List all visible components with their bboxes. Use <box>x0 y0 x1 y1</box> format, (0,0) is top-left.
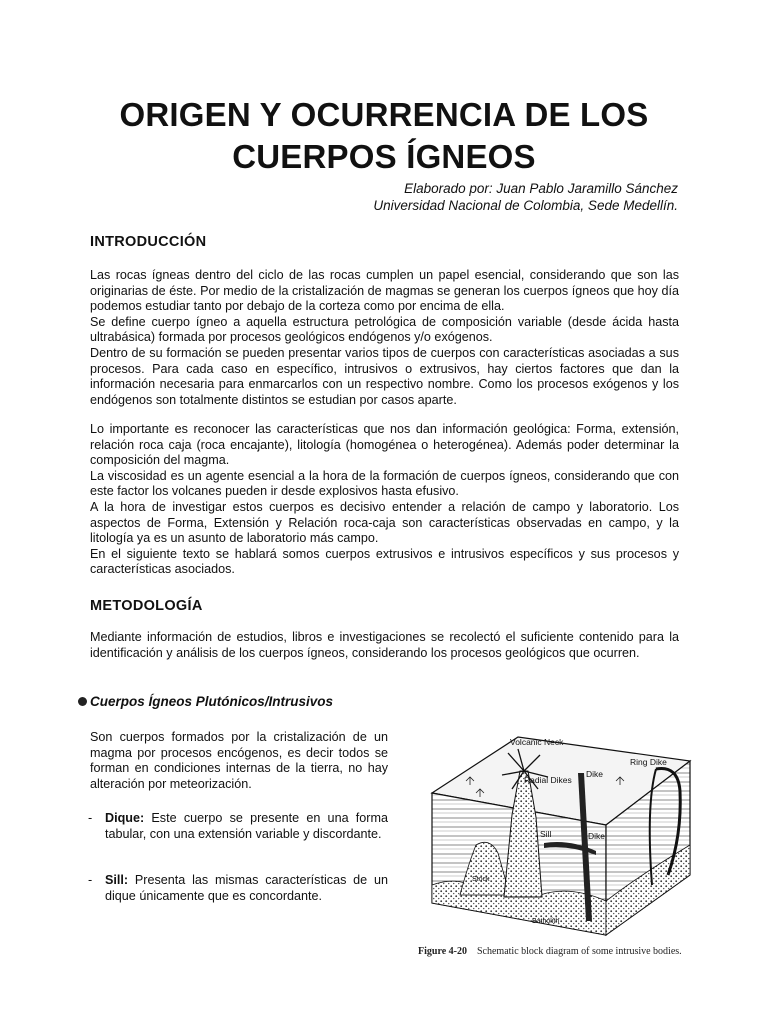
intro-paragraph: Lo importante es reconocer las características que nos dan información geológica: Forma, extensión, relación roca caja (roca encajante), litología (homogénea o heterogénea). Además poder determinar la composición del magma. <box>90 422 679 468</box>
list-dash: - <box>88 811 93 825</box>
intro-block-1 <box>90 268 679 408</box>
affiliation: Universidad Nacional de Colombia, Sede Medellín. <box>373 198 678 213</box>
intro-paragraph: Las rocas ígneas dentro del ciclo de las rocas cumplen un papel esencial, considerando que son las originarias de éste. Por medio de la cristalización de magmas se generan los cuerpos ígneos que hoy día podemos estudiar tanto por debajo de la corteza como por encima de ella. <box>90 268 679 314</box>
intro-paragraph: La viscosidad es un agente esencial a la hora de la formación de cuerpos ígneos, considerando que con este factor los volcanes pueden ir desde explosivos hasta efusivo. <box>90 468 679 499</box>
list-dash: - <box>88 873 93 887</box>
intro-heading: INTRODUCCIÓN <box>90 234 207 250</box>
method-paragraph: Mediante información de estudios, libros e investigaciones se recolectó el suficiente contenido para la identificación y análisis de los cuerpos ígneos, considerando los procesos geológicos que ocurren. <box>90 630 679 660</box>
definition-item-sill <box>88 873 388 904</box>
byline <box>373 180 678 214</box>
plutonic-intro: Son cuerpos formados por la cristalización de un magma por procesos encógenos, es decir todos se forman en condiciones internas de la tierra, no hay alteración por meteorización. <box>90 730 388 791</box>
author: Elaborado por: Juan Pablo Jaramillo Sánchez <box>404 181 678 196</box>
label-radial-dikes: Radial Dikes <box>524 775 572 785</box>
intro-paragraph: A la hora de investigar estos cuerpos es decisivo entender a relación de campo y laboratorio. Los aspectos de Forma, Extensión y Relación roca-caja son características observadas en campo, y la litología ya es un asunto de laboratorio más campo. <box>90 499 679 546</box>
label-dike-top: Dike <box>586 769 604 779</box>
document-title <box>60 94 708 178</box>
method-block <box>90 630 679 661</box>
intrusive-bodies-diagram <box>420 725 698 945</box>
plutonic-heading <box>78 694 333 709</box>
title-line-1: ORIGEN Y OCURRENCIA DE LOS <box>119 96 649 133</box>
intro-paragraph: En el siguiente texto se hablará somos cuerpos extrusivos e intrusivos específicos y sus procesos y características asociados. <box>90 546 679 577</box>
label-stock: Stock <box>472 876 490 883</box>
intro-paragraph: Dentro de su formación se pueden presentar varios tipos de cuerpos con características asociadas a sus procesos. Para cada caso en específico, intrusivos o extrusivos, hay ciertos factores que dan la información necesaria para enmarcarlos con un respectivo nombre. Como los procesos exógenos y los endógenos son totalmente distintos se estudian por casos aparte. <box>90 345 679 407</box>
intro-paragraph: Se define cuerpo ígneo a aquella estructura petrológica de composición variable (desde ácida hasta ultrabásica) formada por procesos geológicos endógenos y/o exógenos. <box>90 314 679 345</box>
figure-number: Figure 4-20 <box>418 946 467 957</box>
label-sill: Sill <box>540 829 552 839</box>
label-volcanic-neck: Volcanic Neck <box>510 737 564 747</box>
bullet-icon <box>78 697 87 706</box>
figure-caption-text: Schematic block diagram of some intrusive bodies. <box>476 946 682 957</box>
definition-item-dike <box>88 811 388 842</box>
definition-body: Presenta las mismas características de un dique únicamente que es concordante. <box>105 873 388 903</box>
label-ring-dike: Ring Dike <box>630 757 667 767</box>
label-dike-mid: Dike <box>588 831 606 841</box>
definition-text <box>105 811 388 842</box>
method-heading: METODOLOGÍA <box>90 598 203 614</box>
plutonic-heading-text: Cuerpos Ígneos Plutónicos/Intrusivos <box>90 694 334 709</box>
definition-text <box>105 873 388 904</box>
label-batholith: Batholith <box>532 918 560 925</box>
intro-block-2 <box>90 422 679 578</box>
definition-term: Dique: <box>105 811 145 825</box>
figure-caption <box>418 946 698 958</box>
definition-term: Sill: <box>105 873 129 887</box>
title-line-2: CUERPOS ÍGNEOS <box>232 138 536 175</box>
definition-body: Este cuerpo se presente en una forma tabular, con una extensión variable y discordante. <box>105 811 388 841</box>
